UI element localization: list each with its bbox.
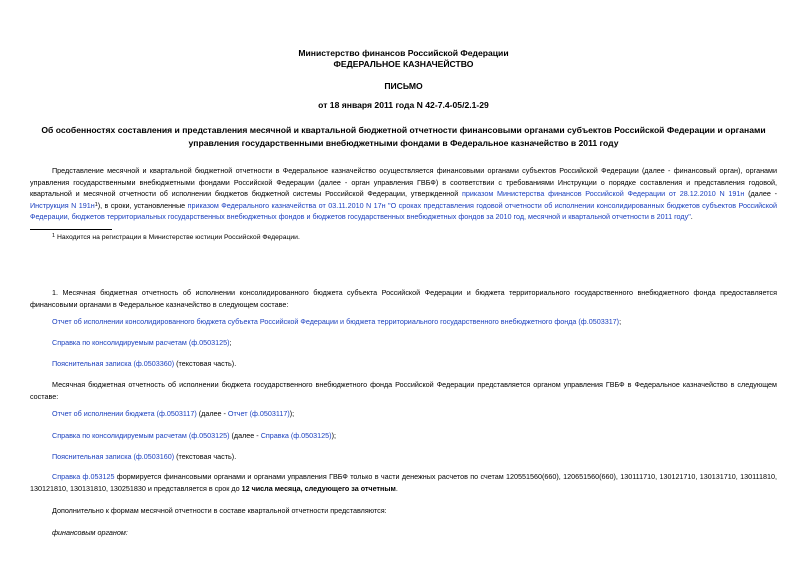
deadline-emphasis: 12 числа месяца, следующего за отчетным bbox=[241, 483, 396, 493]
document-title: Об особенностях составления и представления месячной и квартальной бюджетной отчетности финансовыми органами субъектов Российской Федерации и органами управления государственными внебюджетными фондами в Федеральное казначейство в 2011 году bbox=[41, 125, 766, 148]
section1-paragraph-5 bbox=[30, 527, 777, 539]
list-item bbox=[52, 337, 772, 349]
list-item-tail: ); bbox=[289, 409, 295, 418]
section1-paragraph-2: Месячная бюджетная отчетность об исполнении бюджета государственного внебюджетного фонда Российской Федерации представляется органом управления ГВБФ в Федеральное казначейство в следующем составе: bbox=[30, 380, 777, 401]
section1-paragraph-4: Дополнительно к формам месячной отчетности в составе квартальной отчетности представляются: bbox=[52, 506, 387, 515]
instruction-191n-link[interactable]: Инструкция N 191н bbox=[30, 200, 95, 210]
footnote-text: Находится на регистрации в Министерстве юстиции Российской Федерации. bbox=[55, 234, 300, 241]
certificate-053125-link[interactable]: Справка ф.053125 bbox=[52, 472, 115, 481]
list-item-mid: (далее - bbox=[196, 409, 228, 418]
ministry-name: Министерство финансов Российской Федерации bbox=[298, 48, 509, 58]
list-item-tail: ; bbox=[619, 317, 622, 326]
list-item-tail: ; bbox=[229, 338, 232, 347]
list-item bbox=[52, 451, 772, 463]
list-item bbox=[52, 358, 772, 370]
order-minfin-link[interactable]: приказом Министерства финансов Российской Федерации от 28.12.2010 N 191н bbox=[462, 189, 745, 198]
report-0503117-short-link[interactable]: Отчет (ф.0503117) bbox=[227, 409, 290, 418]
certificate-0503125-link-2[interactable]: Справка по консолидируемым расчетам (ф.0503125) bbox=[52, 431, 230, 440]
list-item bbox=[52, 316, 772, 328]
certificate-0503125-link[interactable]: Справка по консолидируемым расчетам (ф.0503125) bbox=[52, 338, 230, 347]
footnote-ref[interactable]: 1 bbox=[94, 201, 98, 208]
agency-name: ФЕДЕРАЛЬНОЕ КАЗНАЧЕЙСТВО bbox=[333, 59, 474, 69]
list-item-tail: ); bbox=[331, 431, 336, 440]
list-item-tail: (текстовая часть). bbox=[174, 359, 237, 368]
financial-body-label: финансовым органом: bbox=[52, 528, 128, 537]
intro-text-1: Представление месячной и квартальной бюджетной отчетности в Федеральное казначейство осуществляется финансовыми органами субъектов Российской Федерации (далее - финансовый орган), органами управления государственными внебюджетными фондами Российской Федерации (далее - орган управления ГВБФ) в соответствии с требованиями Инструкции о порядке составления и представления годовой, квартальной и месячной отчетности об исполнении бюджетов бюджетной системы Российской Федерации, утвержденной bbox=[30, 166, 777, 198]
intro-text-4: . bbox=[690, 212, 693, 221]
report-0503317-link[interactable]: Отчет об исполнении консолидированного бюджета субъекта Российской Федерации и бюджета территориального государственного внебюджетного фонда (ф.0503317) bbox=[52, 317, 620, 326]
document-type: ПИСЬМО bbox=[384, 81, 423, 91]
list-item-mid: (далее - bbox=[229, 431, 261, 440]
footnote-divider bbox=[30, 229, 112, 230]
list-item bbox=[52, 430, 772, 442]
section1-paragraph-3 bbox=[30, 471, 777, 494]
certificate-0503125-short-link[interactable]: Справка (ф.0503125) bbox=[260, 431, 332, 440]
intro-text-3: ), в сроки, установленные bbox=[97, 200, 188, 210]
report-0503117-link[interactable]: Отчет об исполнении бюджета (ф.0503117) bbox=[52, 409, 197, 418]
paragraph-text: формируется финансовыми органами и органами управления ГВБФ только в части денежных расчетов по счетам 120551560(660), 120651560(660), 130111710, 130121710, 130131710, 130111810, 130121810, 130131810, 130251830 и представляется в срок до bbox=[30, 472, 777, 493]
note-0503360-link[interactable]: Пояснительная записка (ф.0503360) bbox=[52, 359, 175, 368]
paragraph-tail: . bbox=[395, 483, 398, 493]
intro-paragraph bbox=[30, 165, 777, 223]
list-item-tail: (текстовая часть). bbox=[174, 452, 237, 461]
footnote bbox=[52, 231, 552, 244]
intro-text-2: (далее - bbox=[744, 189, 777, 198]
section1-paragraph-1: 1. Месячная бюджетная отчетность об исполнении консолидированного бюджета субъекта Российской Федерации и бюджета территориального государственного внебюджетного фонда предоставляется финансовыми органами в Федеральное казначейство в следующем составе: bbox=[30, 288, 777, 309]
footnote-mark: 1 bbox=[52, 233, 56, 239]
document-date-number: от 18 января 2011 года N 42-7.4-05/2.1-29 bbox=[318, 100, 489, 110]
order-treasury-link[interactable]: приказом Федерального казначейства от 03.11.2010 N 17н "О сроках представления годовой отчетности об исполнении консолидированных бюджетов субъектов Российской Федерации, бюджетов территориальных государственных внебюджетных фондов и бюджетов государственных внебюджетных фондов за 2010 год, месячной и квартальной отчетности в 2011 году" bbox=[30, 200, 777, 221]
list-item bbox=[52, 408, 772, 420]
note-0503160-link[interactable]: Пояснительная записка (ф.0503160) bbox=[52, 452, 175, 461]
